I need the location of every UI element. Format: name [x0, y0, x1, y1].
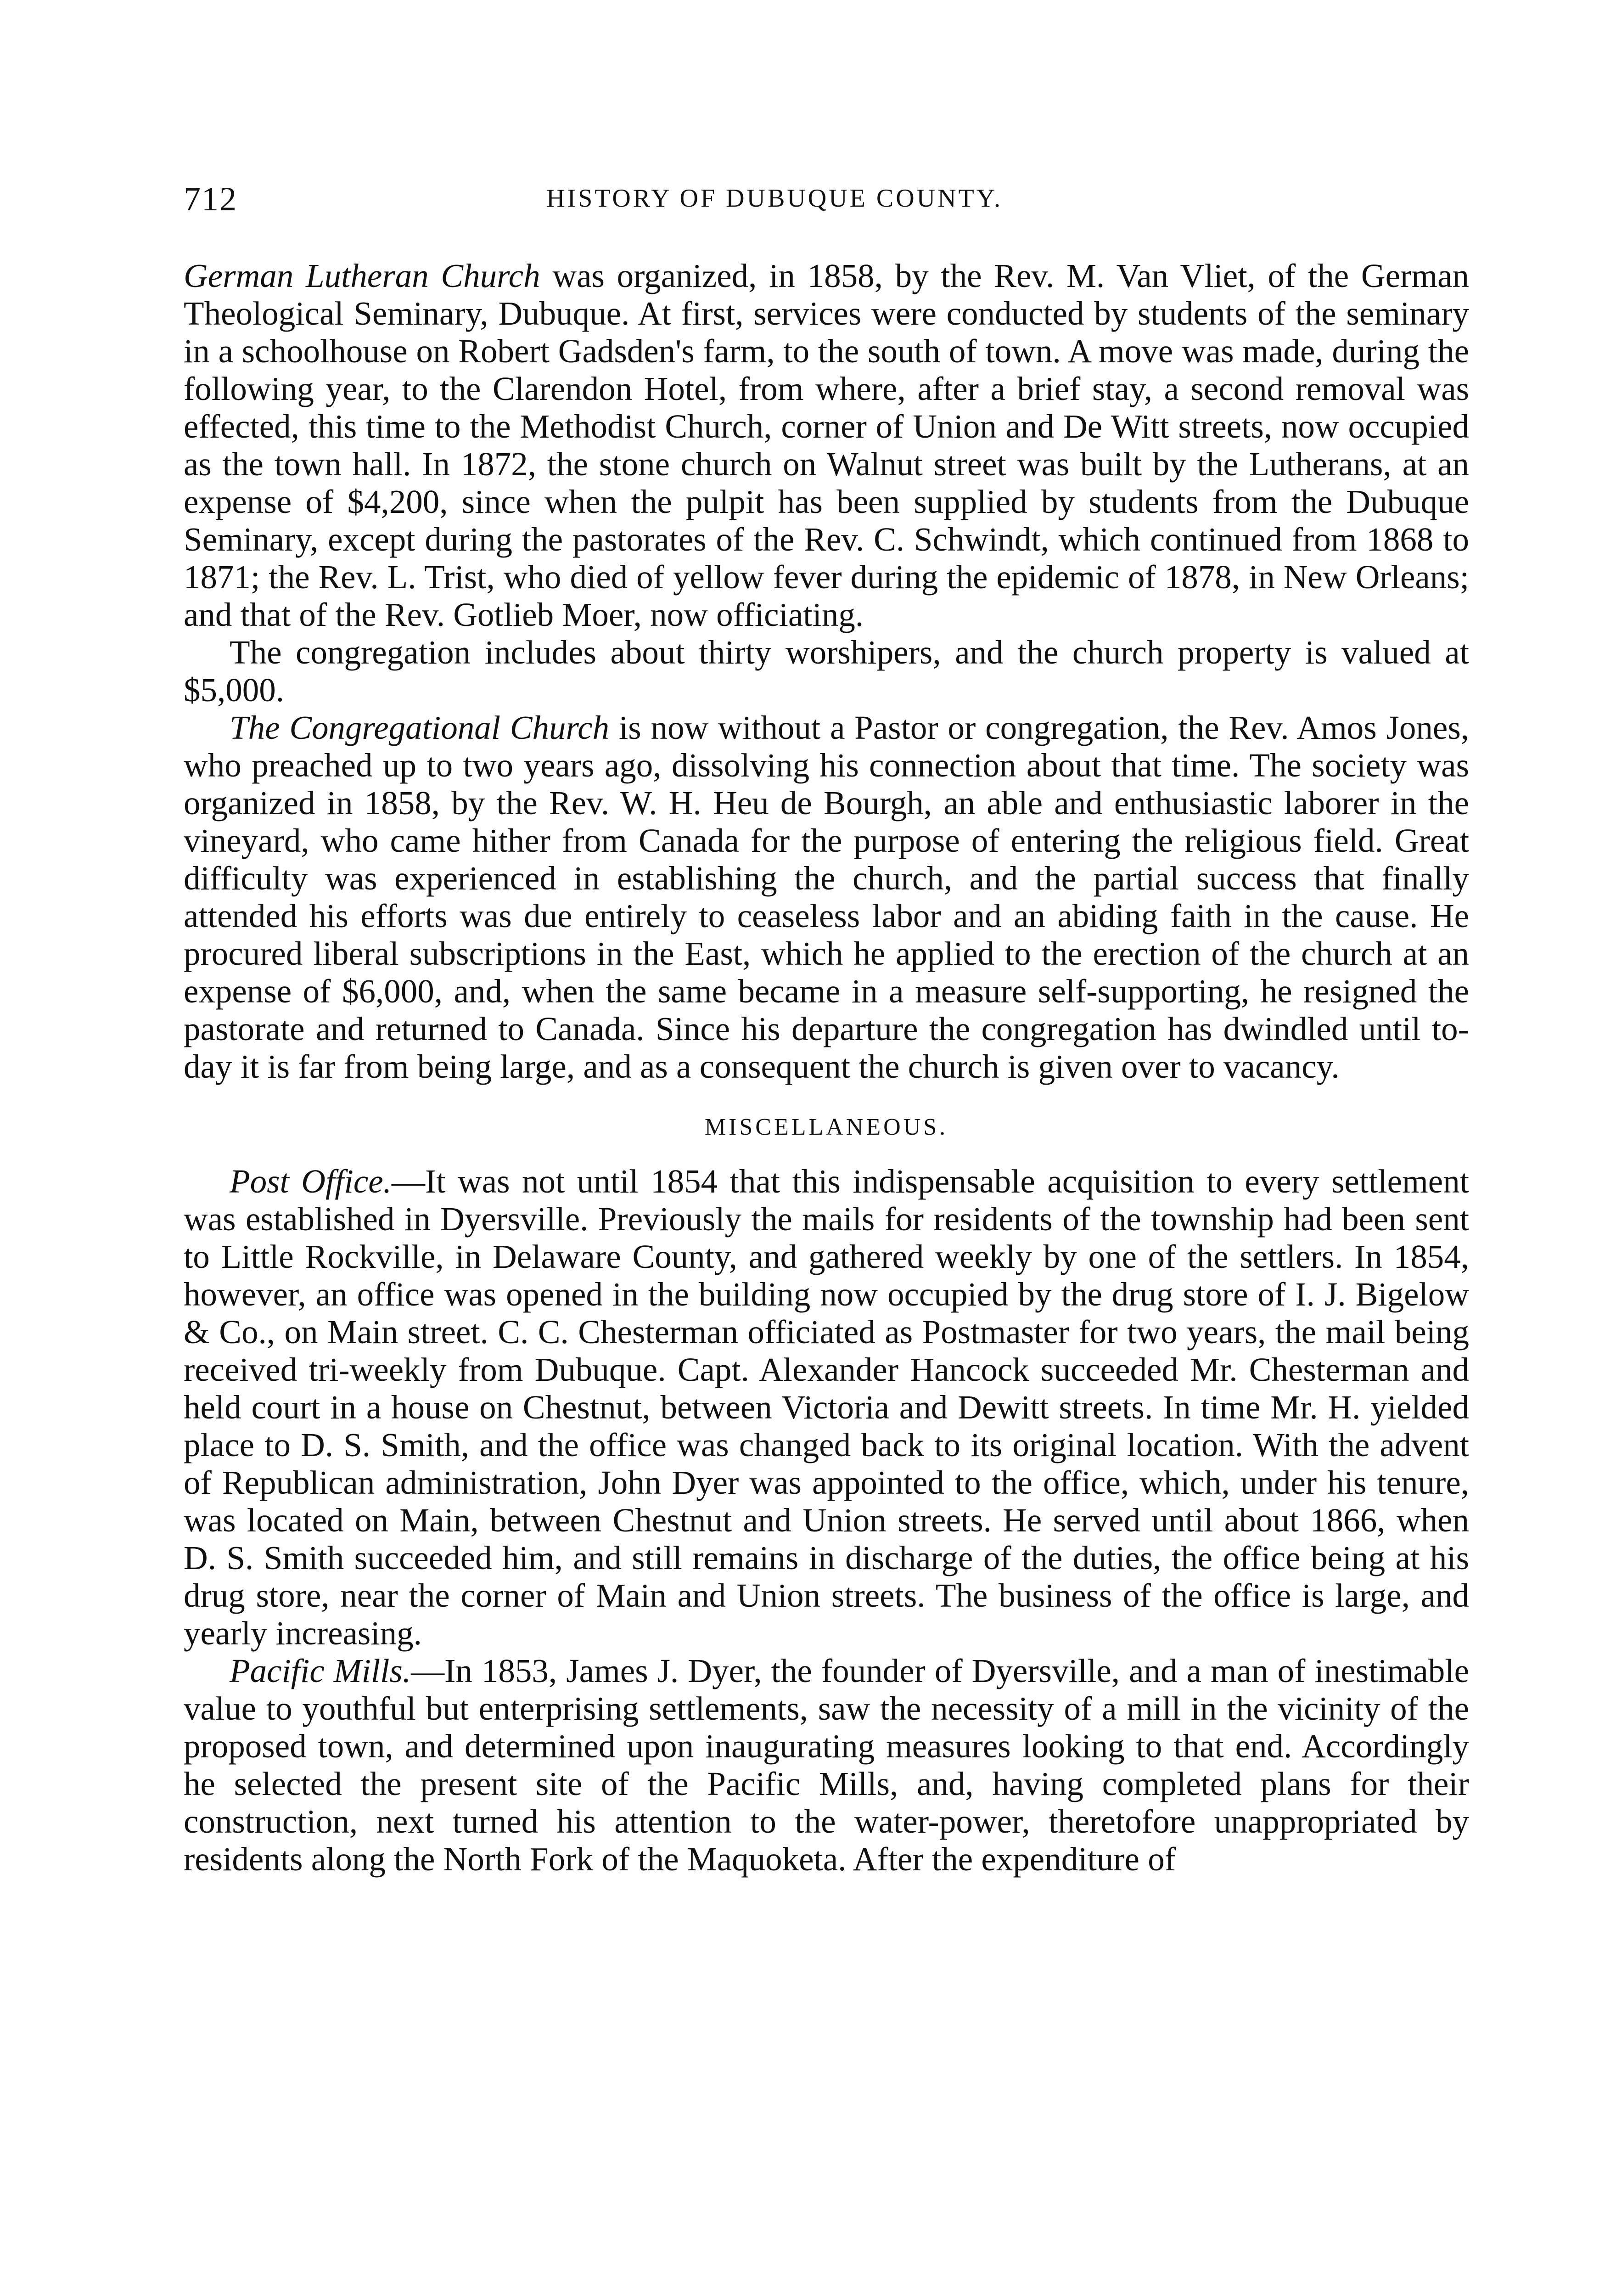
- pacific-mills-lead: Pacific Mills.: [230, 1652, 411, 1689]
- page-number: 712: [184, 180, 237, 218]
- paragraph-german-lutheran-church: [184, 257, 1469, 634]
- pacific-mills-text: —In 1853, James J. Dyer, the founder of Dyersville, and a man of inestimable value to youthful but enterprising settlements, saw the necessity of a mill in the vicinity of the proposed town, and determined upon inaugurating measures looking to that end. Accordingly he selected the present site of the Pacific Mills, and, having completed plans for their construction, next turned his attention to the water-power, theretofore unappropriated by residents along the North Fork of the Maquoketa. After the expenditure of: [184, 1652, 1469, 1878]
- post-office-text: —It was not until 1854 that this indispensable acquisition to every settlement was established in Dyersville. Previously the mails for residents of the township had been sent to Little Rockville, in Delaware County, and gathered weekly by one of the settlers. In 1854, however, an office was opened in the building now occupied by the drug store of I. J. Bigelow & Co., on Main street. C. C. Chesterman officiated as Postmaster for two years, the mail being received tri-weekly from Dubuque. Capt. Alexander Hancock succeeded Mr. Chesterman and held court in a house on Chestnut, between Victoria and Dewitt streets. In time Mr. H. yielded place to D. S. Smith, and the office was changed back to its original location. With the advent of Republican administration, John Dyer was appointed to the office, which, under his tenure, was located on Main, between Chestnut and Union streets. He served until about 1866, when D. S. Smith succeeded him, and still remains in discharge of the duties, the office being at his drug store, near the corner of Main and Union streets. The business of the office is large, and yearly increasing.: [184, 1163, 1469, 1652]
- congregational-text: is now without a Pastor or congregation, the Rev. Amos Jones, who preached up to two years ago, dissolving his connection about that time. The society was organized in 1858, by the Rev. W. H. Heu de Bourgh, an able and enthusiastic laborer in the vineyard, who came hither from Canada for the purpose of entering the religious field. Great difficulty was experienced in establishing the church, and the partial success that finally attended his efforts was due entirely to ceaseless labor and an abiding faith in the cause. He procured liberal subscriptions in the East, which he applied to the erection of the church at an expense of $6,000, and, when the same became in a measure self-supporting, he resigned the pastorate and returned to Canada. Since his departure the congregation has dwindled until to-day it is far from being large, and as a consequent the church is given over to vacancy.: [184, 709, 1469, 1085]
- section-heading-miscellaneous: MISCELLANEOUS.: [704, 1114, 948, 1140]
- paragraph-post-office: [184, 1163, 1469, 1652]
- lutheran-lead: German Lutheran Church: [184, 257, 540, 294]
- paragraph-pacific-mills: [184, 1652, 1469, 1878]
- lutheran-text: was organized, in 1858, by the Rev. M. Van Vliet, of the German Theological Seminary, Dubuque. At first, services were conducted by students of the seminary in a schoolhouse on Robert Gadsden's farm, to the south of town. A move was made, during the following year, to the Clarendon Hotel, from where, after a brief stay, a second removal was effected, this time to the Methodist Church, corner of Union and De Witt streets, now occupied as the town hall. In 1872, the stone church on Walnut street was built by the Lutherans, at an expense of $4,200, since when the pulpit has been supplied by students from the Dubuque Seminary, except during the pastorates of the Rev. C. Schwindt, which continued from 1868 to 1871; the Rev. L. Trist, who died of yellow fever during the epidemic of 1878, in New Orleans; and that of the Rev. Gotlieb Moer, now officiating.: [184, 257, 1469, 633]
- running-title: HISTORY OF DUBUQUE COUNTY.: [546, 184, 1003, 213]
- post-office-lead: Post Office.: [230, 1163, 392, 1200]
- paragraph-lutheran-property: The congregation includes about thirty worshipers, and the church property is valued at $5,000.: [184, 634, 1469, 709]
- paragraph-congregational-church: [184, 709, 1469, 1086]
- page-body: [184, 257, 1469, 1878]
- congregational-lead: The Congregational Church: [230, 709, 610, 746]
- page-header: [184, 180, 1469, 221]
